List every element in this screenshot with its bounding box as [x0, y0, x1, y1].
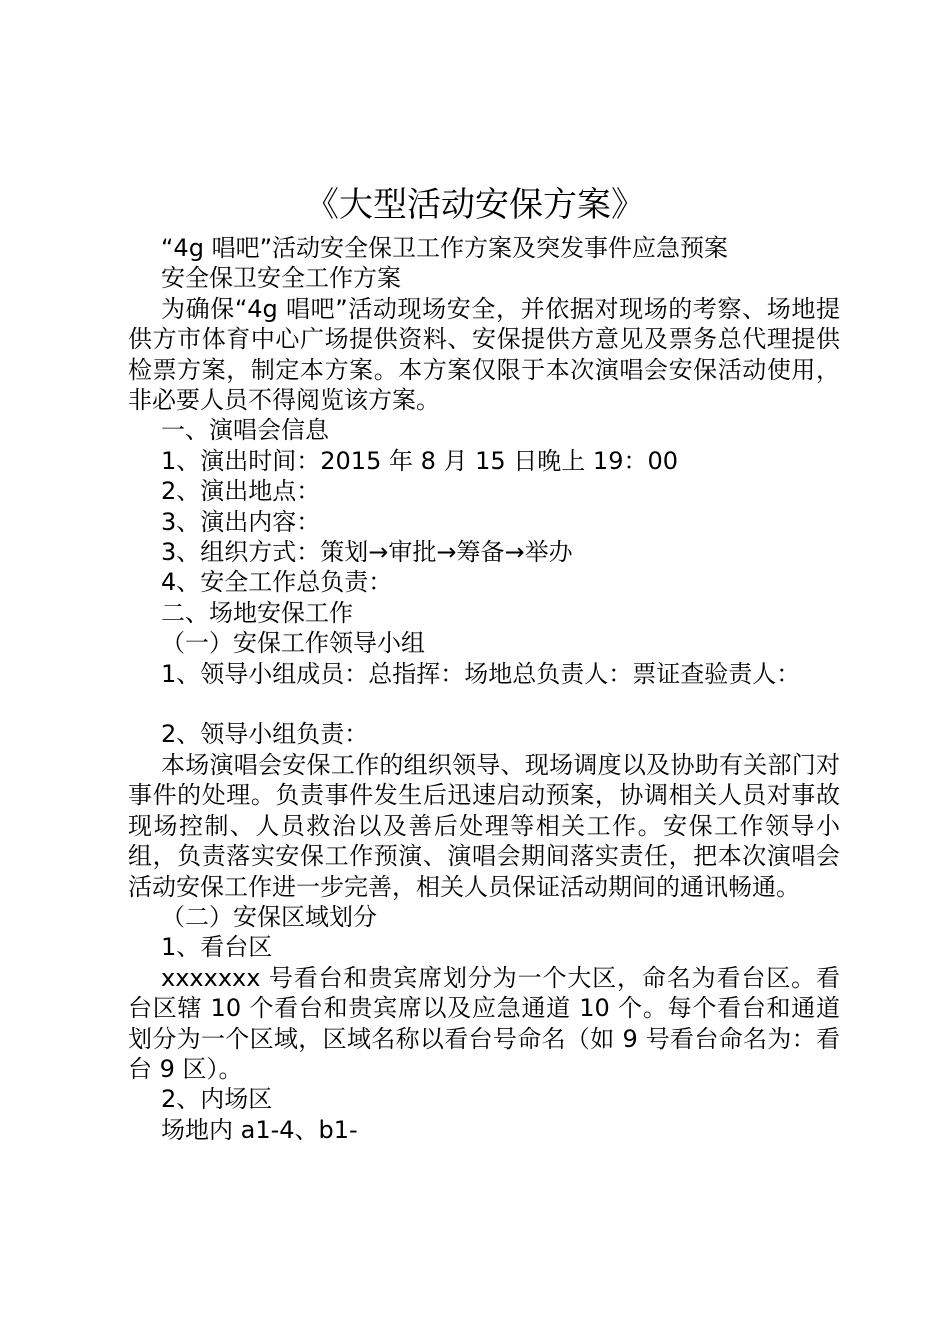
list-item-show-location: 2、演出地点：	[161, 477, 321, 506]
heading-concert-info: 一、演唱会信息	[161, 416, 329, 445]
paragraph-section-heading: 安全保卫安全工作方案	[161, 264, 401, 293]
paragraph-inner-field-detail: 场地内 a1-4、b1-	[161, 1115, 358, 1144]
list-item-stand-area: 1、看台区	[161, 933, 273, 962]
heading-venue-security: 二、场地安保工作	[161, 598, 353, 627]
list-item-organization: 3、组织方式：策划→审批→筹备→举办	[161, 538, 573, 567]
list-item-group-members: 1、领导小组成员：总指挥：场地总负责人：票证查验责人：	[161, 659, 801, 688]
subheading-zone-division: （二）安保区域划分	[161, 902, 377, 931]
paragraph-subtitle: “4g 唱吧”活动安全保卫工作方案及突发事件应急预案	[161, 234, 728, 262]
subheading-leadership-group: （一）安保工作领导小组	[161, 629, 425, 658]
list-item-show-time: 1、演出时间：2015 年 8 月 15 日晚上 19：00	[161, 446, 679, 475]
document-body	[128, 233, 840, 1145]
list-item-inner-field: 2、内场区	[161, 1085, 273, 1114]
document-title: 《大型活动安保方案》	[305, 185, 645, 225]
paragraph-stand-area-detail: xxxxxxx 号看台和贵宾席划分为一个大区，命名为看台区。看台区辖 10 个看台和贵宾席以及应急通道 10 个。每个看台和通道划分为一个区域，区域名称以看台号命名（如 9 号看台命名为：看台 9 区）。	[128, 963, 840, 1083]
list-item-show-content: 3、演出内容：	[161, 507, 321, 536]
list-item-group-duties: 2、领导小组负责：	[161, 720, 369, 749]
blank-line	[128, 689, 840, 719]
paragraph-intro: 为确保“4g 唱吧”活动现场安全，并依据对现场的考察、场地提供方市体育中心广场提供资料、安保提供方意见及票务总代理提供检票方案，制定本方案。本方案仅限于本次演唱会安保活动使用，非必要人员不得阅览该方案。	[128, 294, 840, 415]
paragraph-duties-detail: 本场演唱会安保工作的组织领导、现场调度以及协助有关部门对事件的处理。负责事件发生后迅速启动预案，协调相关人员对事故现场控制、人员救治以及善后处理等相关工作。安保工作领导小组，负责落实安保工作预演、演唱会期间落实责任，把本次演唱会活动安保工作进一步完善，相关人员保证活动期间的通讯畅通。	[128, 750, 840, 901]
list-item-safety-lead: 4、安全工作总负责：	[161, 568, 393, 597]
